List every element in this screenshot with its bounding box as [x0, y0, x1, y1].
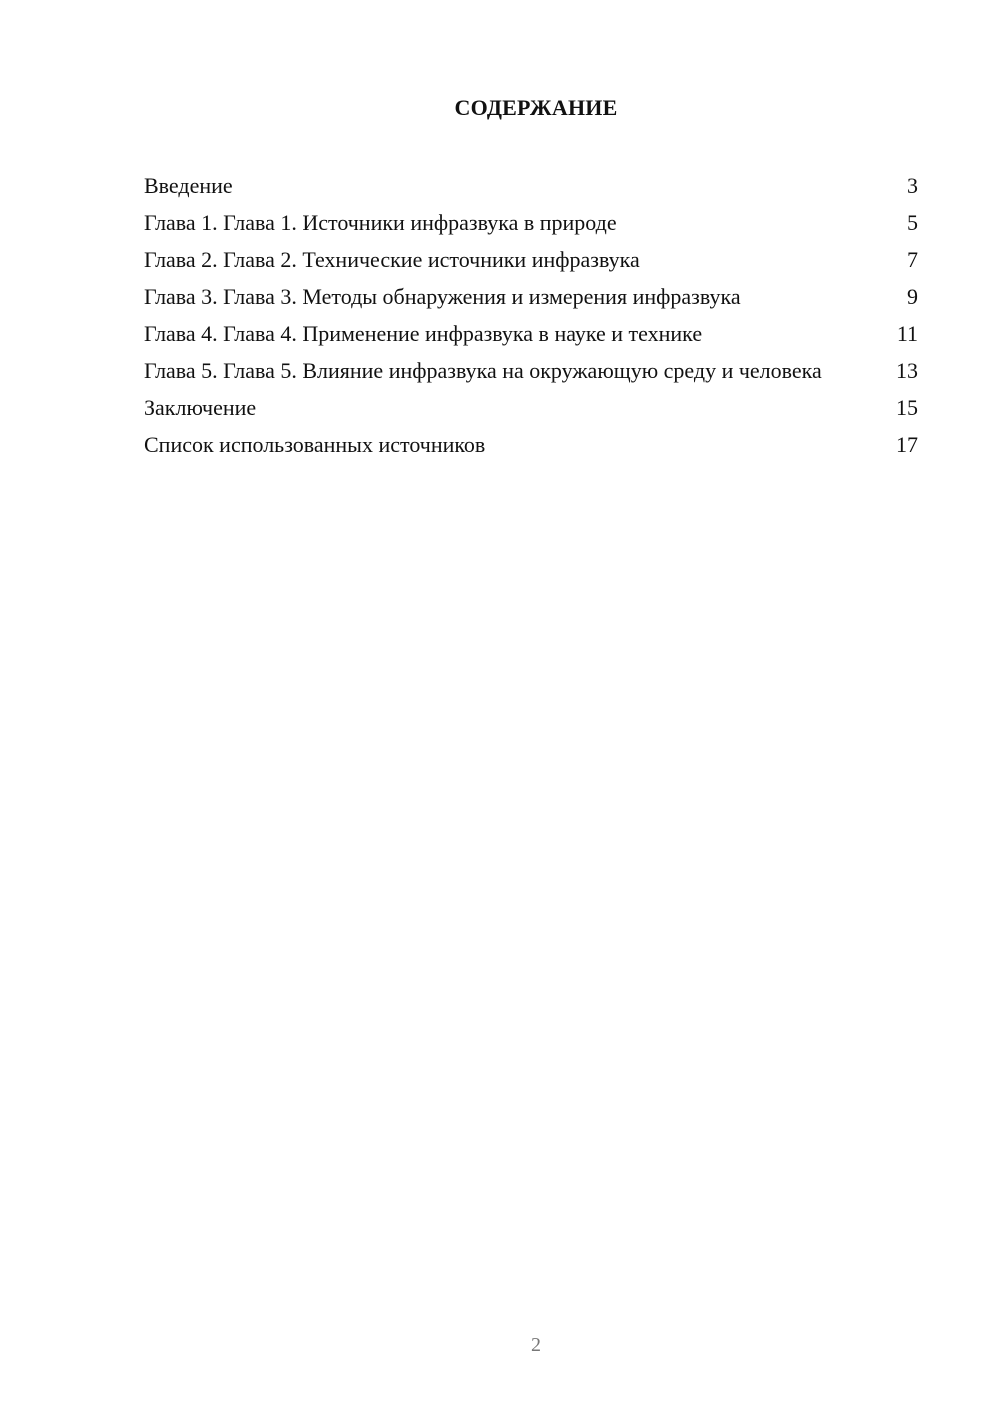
toc-entry-page: 7: [907, 247, 918, 272]
toc-entry-chapter-2: [144, 246, 918, 273]
toc-entry-page: 3: [907, 173, 918, 198]
toc-entry-page: 15: [896, 395, 918, 420]
toc-entry-chapter-1: [144, 209, 918, 236]
toc-entry-conclusion: [144, 394, 918, 421]
toc-entry-text: Глава 2. Глава 2. Технические источники инфразвука: [144, 247, 640, 272]
toc-entry-introduction: [144, 172, 918, 199]
page-title: СОДЕРЖАНИЕ: [454, 95, 618, 120]
toc-entry-text: Заключение: [144, 395, 257, 420]
toc-entry-page: 13: [896, 358, 918, 383]
toc-entry-chapter-5: [144, 357, 918, 384]
toc-entry-page: 9: [907, 284, 918, 309]
toc-entry-page: 11: [896, 321, 918, 346]
table-of-contents: [144, 172, 918, 468]
toc-entry-page: 17: [896, 432, 918, 457]
toc-entry-text: Глава 3. Глава 3. Методы обнаружения и измерения инфразвука: [144, 284, 741, 309]
toc-entry-text: Глава 5. Глава 5. Влияние инфразвука на окружающую среду и человека: [144, 358, 822, 383]
toc-entry-page: 5: [907, 210, 918, 235]
toc-entry-text: Список использованных источников: [144, 432, 486, 457]
toc-entry-text: Глава 4. Глава 4. Применение инфразвука в науке и технике: [144, 321, 703, 346]
toc-entry-text: Глава 1. Глава 1. Источники инфразвука в природе: [144, 210, 617, 235]
toc-entry-references: [144, 431, 918, 458]
toc-entry-text: Введение: [144, 173, 233, 198]
page-number: 2: [531, 1334, 541, 1356]
toc-entry-chapter-4: [144, 320, 918, 347]
toc-entry-chapter-3: [144, 283, 918, 310]
